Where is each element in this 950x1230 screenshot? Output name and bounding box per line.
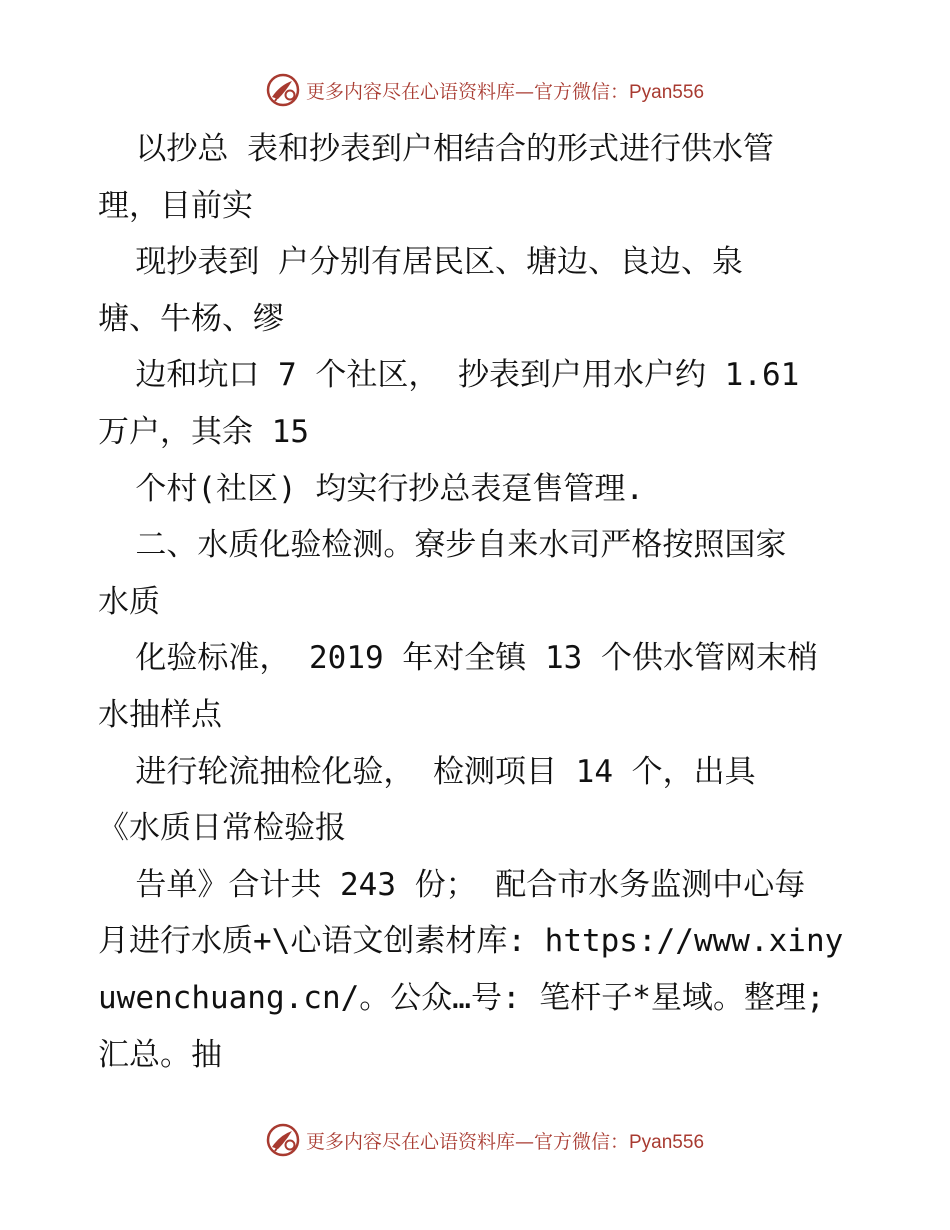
body-line: 万户，其余 15	[98, 413, 309, 450]
footer-banner	[0, 1120, 950, 1160]
footer-banner-text	[306, 1127, 704, 1154]
body-line: 现抄表到 户分别有居民区、塘边、良边、泉	[98, 244, 743, 281]
header-banner-wechat: Pyan556	[629, 81, 705, 103]
header-banner	[0, 70, 950, 110]
pen-nib-logo-icon	[266, 1123, 300, 1157]
header-banner-inner	[266, 73, 704, 107]
footer-banner-inner	[266, 1123, 704, 1157]
header-banner-text	[306, 77, 704, 104]
body-line: 二、水质化验检测。寮步自来水司严格按照国家	[98, 527, 787, 564]
body-line: 以抄总 表和抄表到户相结合的形式进行供水管	[98, 131, 774, 167]
footer-banner-wechat: Pyan556	[629, 1131, 705, 1153]
footer-banner-label: 更多内容尽在心语资料库—官方微信：	[305, 1130, 629, 1153]
body-line: 边和坑口 7 个社区， 抄表到户用水户约 1.61	[98, 357, 800, 394]
body-line: 汇总。抽	[98, 1036, 222, 1073]
body-line: 进行轮流抽检化验， 检测项目 14 个，出具	[98, 753, 756, 790]
body-line: 理，目前实	[98, 187, 253, 224]
body-line: 月进行水质+\心语文创素材库: https://www.xiny	[98, 923, 844, 960]
pen-nib-logo-icon	[266, 73, 300, 107]
body-line: 个村(社区) 均实行抄总表趸售管理.	[98, 470, 644, 507]
body-line: 水质	[98, 583, 160, 620]
body-line: 水抽样点	[98, 696, 222, 733]
body-line: 告单》合计共 243 份； 配合市水务监测中心每	[98, 866, 806, 903]
body-line: 《水质日常检验报	[98, 810, 346, 847]
body-line: 化验标准， 2019 年对全镇 13 个供水管网末梢	[98, 640, 818, 677]
document-body	[98, 121, 858, 1083]
body-line: uwenchuang.cn/。公众…号: 笔杆子*星域。整理;	[98, 979, 825, 1016]
body-line: 塘、牛杨、缪	[98, 300, 284, 337]
header-banner-label: 更多内容尽在心语资料库—官方微信：	[305, 80, 629, 103]
